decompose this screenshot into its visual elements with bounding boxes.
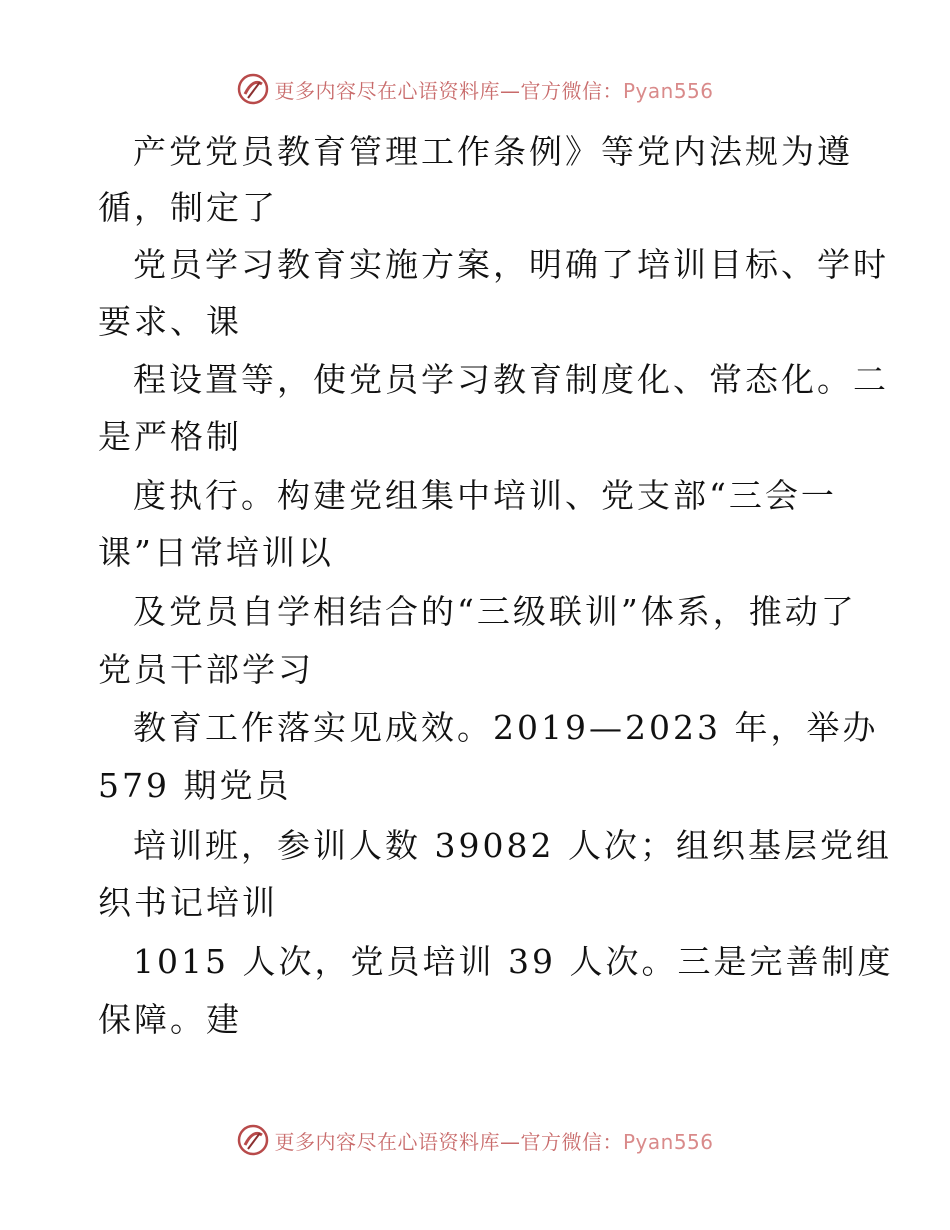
text-line: 课”日常培训以: [98, 533, 334, 572]
footer-watermark: [0, 1123, 950, 1157]
watermark-text: 更多内容尽在心语资料库—官方微信：Pyan556: [274, 78, 714, 103]
text-line: 产党党员教育管理工作条例》等党内法规为遵: [133, 132, 853, 171]
text-line: 程设置等，使党员学习教育制度化、常态化。二: [133, 360, 889, 399]
text-line: 要求、课: [98, 302, 242, 341]
text-line: 是严格制: [98, 417, 242, 456]
text-line: 579 期党员: [98, 766, 292, 805]
text-line: 度执行。构建党组集中培训、党支部“三会一: [133, 476, 837, 515]
text-line: 及党员自学相结合的“三级联训”体系，推动了: [133, 592, 857, 631]
text-line: 培训班，参训人数 39082 人次；组织基层党组: [133, 826, 892, 865]
text-line: 织书记培训: [98, 883, 278, 922]
text-line: 1015 人次，党员培训 39 人次。三是完善制度: [133, 942, 894, 981]
logo-icon: [236, 1123, 270, 1157]
text-line: 保障。建: [98, 1000, 242, 1039]
text-line: 党员学习教育实施方案，明确了培训目标、学时: [133, 245, 889, 284]
header-watermark: [0, 72, 950, 106]
text-line: 党员干部学习: [98, 650, 314, 689]
text-line: 教育工作落实见成效。2019—2023 年，举办: [133, 708, 879, 747]
text-line: 循，制定了: [98, 188, 278, 227]
logo-icon: [236, 72, 270, 106]
watermark-text: 更多内容尽在心语资料库—官方微信：Pyan556: [274, 1129, 714, 1154]
